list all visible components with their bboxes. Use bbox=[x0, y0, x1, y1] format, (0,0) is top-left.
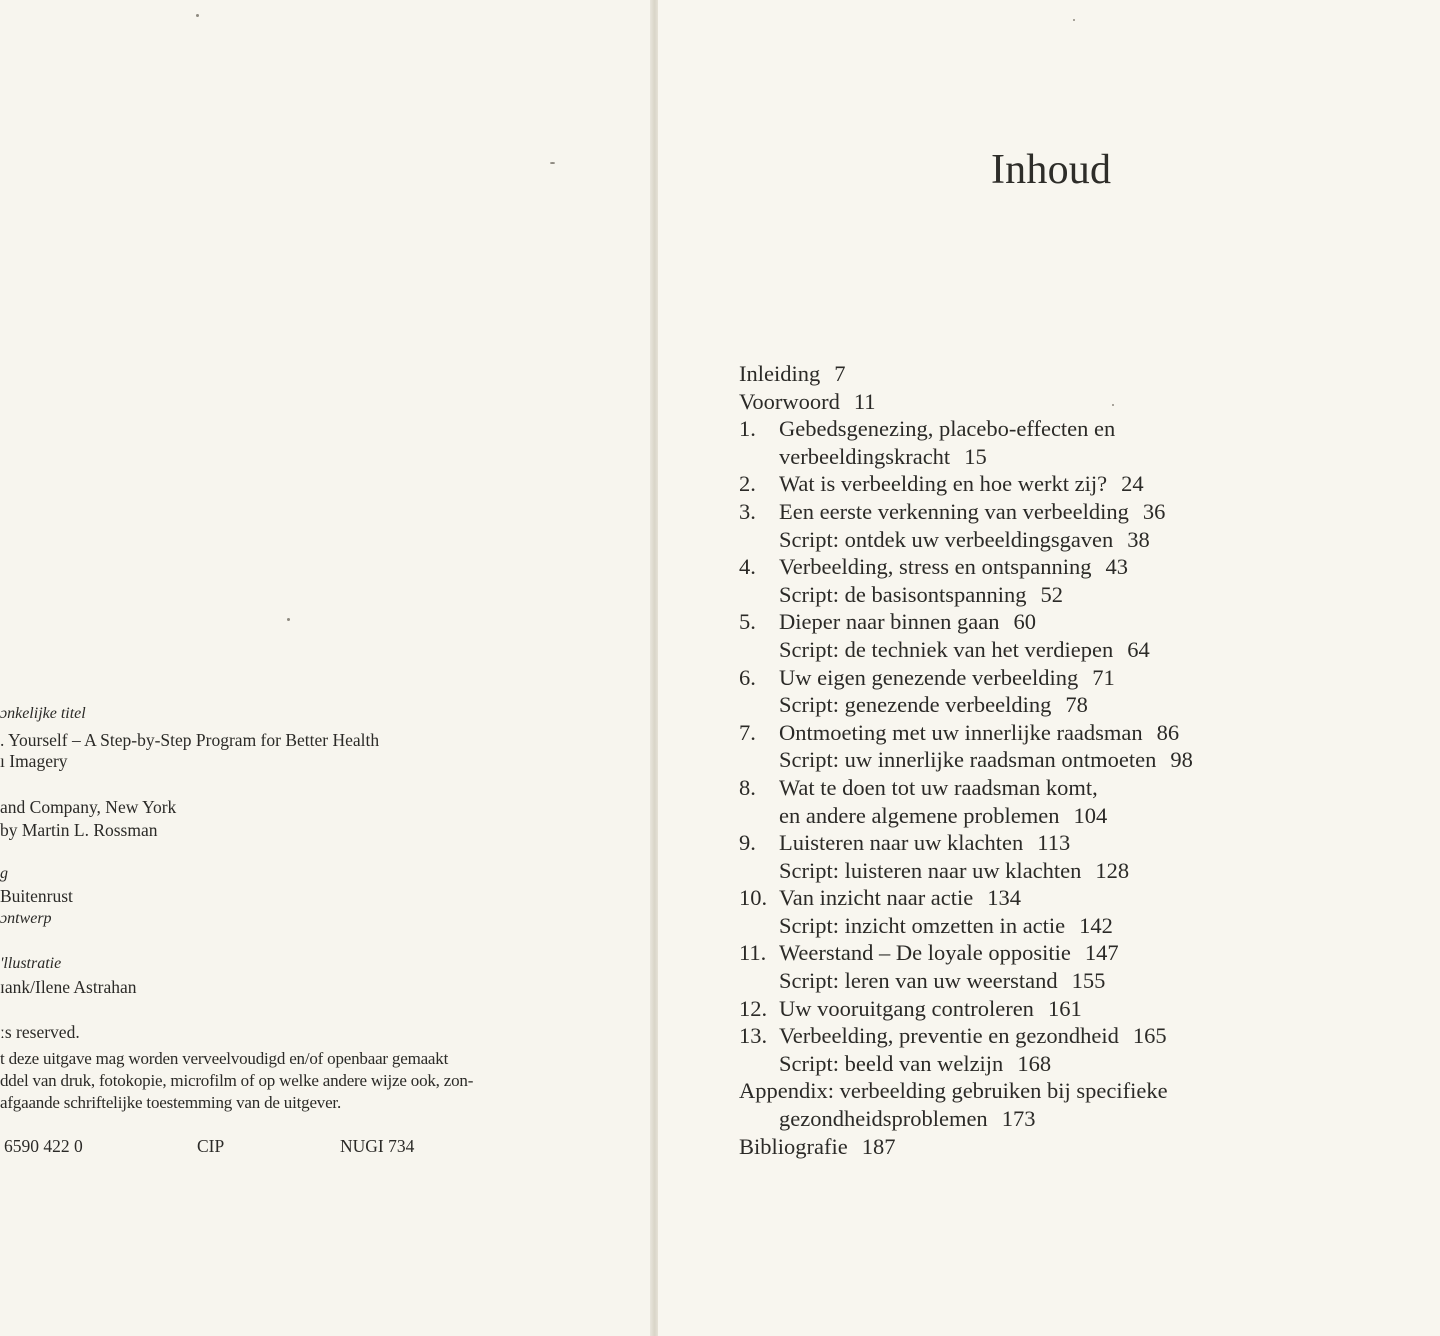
page-number: 168 bbox=[1017, 1050, 1052, 1076]
entry-title: Script: genezende verbeelding bbox=[779, 692, 1052, 718]
page-number: 104 bbox=[1073, 802, 1108, 828]
colophon-line: g bbox=[0, 865, 8, 882]
colophon-line: and Company, New York bbox=[0, 797, 177, 817]
isbn-number: 6590 422 0 bbox=[4, 1136, 83, 1156]
page-number: 98 bbox=[1170, 747, 1193, 773]
chapter-number: 4. bbox=[739, 554, 756, 580]
colophon-line: ɔntwerp bbox=[0, 910, 52, 927]
entry-title: Script: inzicht omzetten in actie bbox=[779, 912, 1066, 938]
entry-title: Script: leren van uw weerstand bbox=[779, 968, 1058, 994]
entry-title: gezondheidsproblemen bbox=[779, 1106, 988, 1132]
entry-title: Script: luisteren naar uw klachten bbox=[779, 857, 1082, 883]
colophon-line: ɪank/Ilene Astrahan bbox=[0, 977, 137, 997]
entry-title: Voorwoord bbox=[739, 388, 840, 414]
entry-title: verbeeldingskracht bbox=[779, 443, 951, 469]
entry-title: Ontmoeting met uw innerlijke raadsman bbox=[779, 719, 1143, 745]
entry-title: Inleiding bbox=[739, 361, 821, 386]
chapter-number: 3. bbox=[739, 498, 756, 524]
page-number: 7 bbox=[834, 361, 846, 386]
entry-title: Een eerste verkenning van verbeelding bbox=[779, 498, 1129, 524]
chapter-number: 13. bbox=[739, 1023, 768, 1049]
entry-title: Weerstand – De loyale oppositie bbox=[779, 940, 1071, 966]
page-number: 43 bbox=[1105, 554, 1128, 580]
entry-title: Script: de techniek van het verdiepen bbox=[779, 636, 1114, 662]
page-number: 60 bbox=[1013, 609, 1037, 635]
left-page bbox=[0, 0, 652, 1336]
page-number: 24 bbox=[1121, 471, 1144, 497]
chapter-number: 10. bbox=[739, 885, 768, 911]
colophon-line: ı Imagery bbox=[0, 751, 68, 771]
page-number: 64 bbox=[1127, 636, 1150, 662]
paper-speck bbox=[287, 618, 290, 621]
colophon-line: ɔnkelijke titel bbox=[0, 705, 86, 722]
page-number: 38 bbox=[1127, 526, 1150, 552]
chapter-number: 6. bbox=[739, 664, 756, 690]
entry-title: Bibliografie bbox=[739, 1133, 848, 1159]
entry-title: Script: uw innerlijke raadsman ontmoeten bbox=[779, 747, 1157, 773]
cip-label: CIP bbox=[197, 1136, 225, 1156]
page-number: 128 bbox=[1095, 857, 1130, 883]
paper-speck bbox=[550, 162, 555, 164]
entry-title: Script: ontdek uw verbeeldingsgaven bbox=[779, 526, 1114, 552]
entry-title: Appendix: verbeelding gebruiken bij specifieke bbox=[739, 1078, 1168, 1104]
colophon-line: by Martin L. Rossman bbox=[0, 820, 158, 840]
colophon-line: t deze uitgave mag worden verveelvoudigd en/of openbaar gemaakt bbox=[0, 1049, 449, 1068]
colophon-line: 'llustratie bbox=[0, 955, 62, 972]
entry-title: en andere algemene problemen bbox=[779, 802, 1060, 828]
page-number: 52 bbox=[1040, 581, 1063, 607]
page-number: 71 bbox=[1092, 664, 1115, 690]
page-number: 155 bbox=[1071, 968, 1106, 994]
entry-title: Uw eigen genezende verbeelding bbox=[779, 664, 1079, 690]
entry-title: Wat te doen tot uw raadsman komt, bbox=[779, 774, 1098, 800]
chapter-number: 2. bbox=[739, 471, 756, 497]
page-number: 86 bbox=[1156, 719, 1180, 745]
chapter-number: 11. bbox=[739, 940, 767, 966]
page-number: 15 bbox=[964, 443, 987, 469]
chapter-number: 1. bbox=[739, 416, 756, 442]
page-number: 165 bbox=[1132, 1023, 1167, 1049]
paper-speck bbox=[196, 14, 199, 17]
page-number: 113 bbox=[1037, 830, 1071, 856]
chapter-number: 8. bbox=[739, 774, 756, 800]
entry-title: Gebedsgenezing, placebo-effecten en bbox=[779, 416, 1116, 442]
page-number: 147 bbox=[1084, 940, 1119, 966]
entry-title: Van inzicht naar actie bbox=[779, 885, 974, 911]
page-number: 173 bbox=[1001, 1106, 1036, 1132]
colophon-line: ːs reserved. bbox=[0, 1022, 80, 1042]
entry-title: Uw vooruitgang controleren bbox=[779, 995, 1034, 1021]
chapter-number: 12. bbox=[739, 995, 768, 1021]
colophon-line: Buitenrust bbox=[0, 886, 73, 906]
entry-title: Wat is verbeelding en hoe werkt zij? bbox=[779, 471, 1108, 497]
page-number: 161 bbox=[1047, 995, 1082, 1021]
page-number: 11 bbox=[853, 388, 876, 414]
paper-speck bbox=[1112, 404, 1114, 406]
page-number: 134 bbox=[987, 885, 1022, 911]
contents-title: Inhoud bbox=[991, 147, 1112, 193]
paper-speck bbox=[1073, 19, 1075, 21]
chapter-number: 9. bbox=[739, 830, 756, 856]
page-number: 36 bbox=[1142, 498, 1166, 524]
entry-title: Verbeelding, preventie en gezondheid bbox=[779, 1023, 1119, 1049]
chapter-number: 7. bbox=[739, 719, 756, 745]
nugi-code: NUGI 734 bbox=[340, 1136, 415, 1156]
colophon-line: . Yourself – A Step-by-Step Program for Better Health bbox=[0, 730, 380, 750]
entry-title: Verbeelding, stress en ontspanning bbox=[779, 554, 1092, 580]
entry-title: Script: de basisontspanning bbox=[779, 581, 1027, 607]
page-number: 187 bbox=[861, 1133, 896, 1159]
entry-title: Luisteren naar uw klachten bbox=[779, 830, 1024, 856]
page-number: 142 bbox=[1079, 912, 1113, 938]
entry-title: Script: beeld van welzijn bbox=[779, 1050, 1004, 1076]
colophon-line: afgaande schriftelijke toestemming van de uitgever. bbox=[0, 1093, 342, 1112]
entry-title: Dieper naar binnen gaan bbox=[779, 609, 1000, 635]
colophon-line: ddel van druk, fotokopie, microfilm of op welke andere wijze ook, zon- bbox=[0, 1071, 474, 1090]
chapter-number: 5. bbox=[739, 609, 756, 635]
page-number: 78 bbox=[1065, 692, 1088, 718]
